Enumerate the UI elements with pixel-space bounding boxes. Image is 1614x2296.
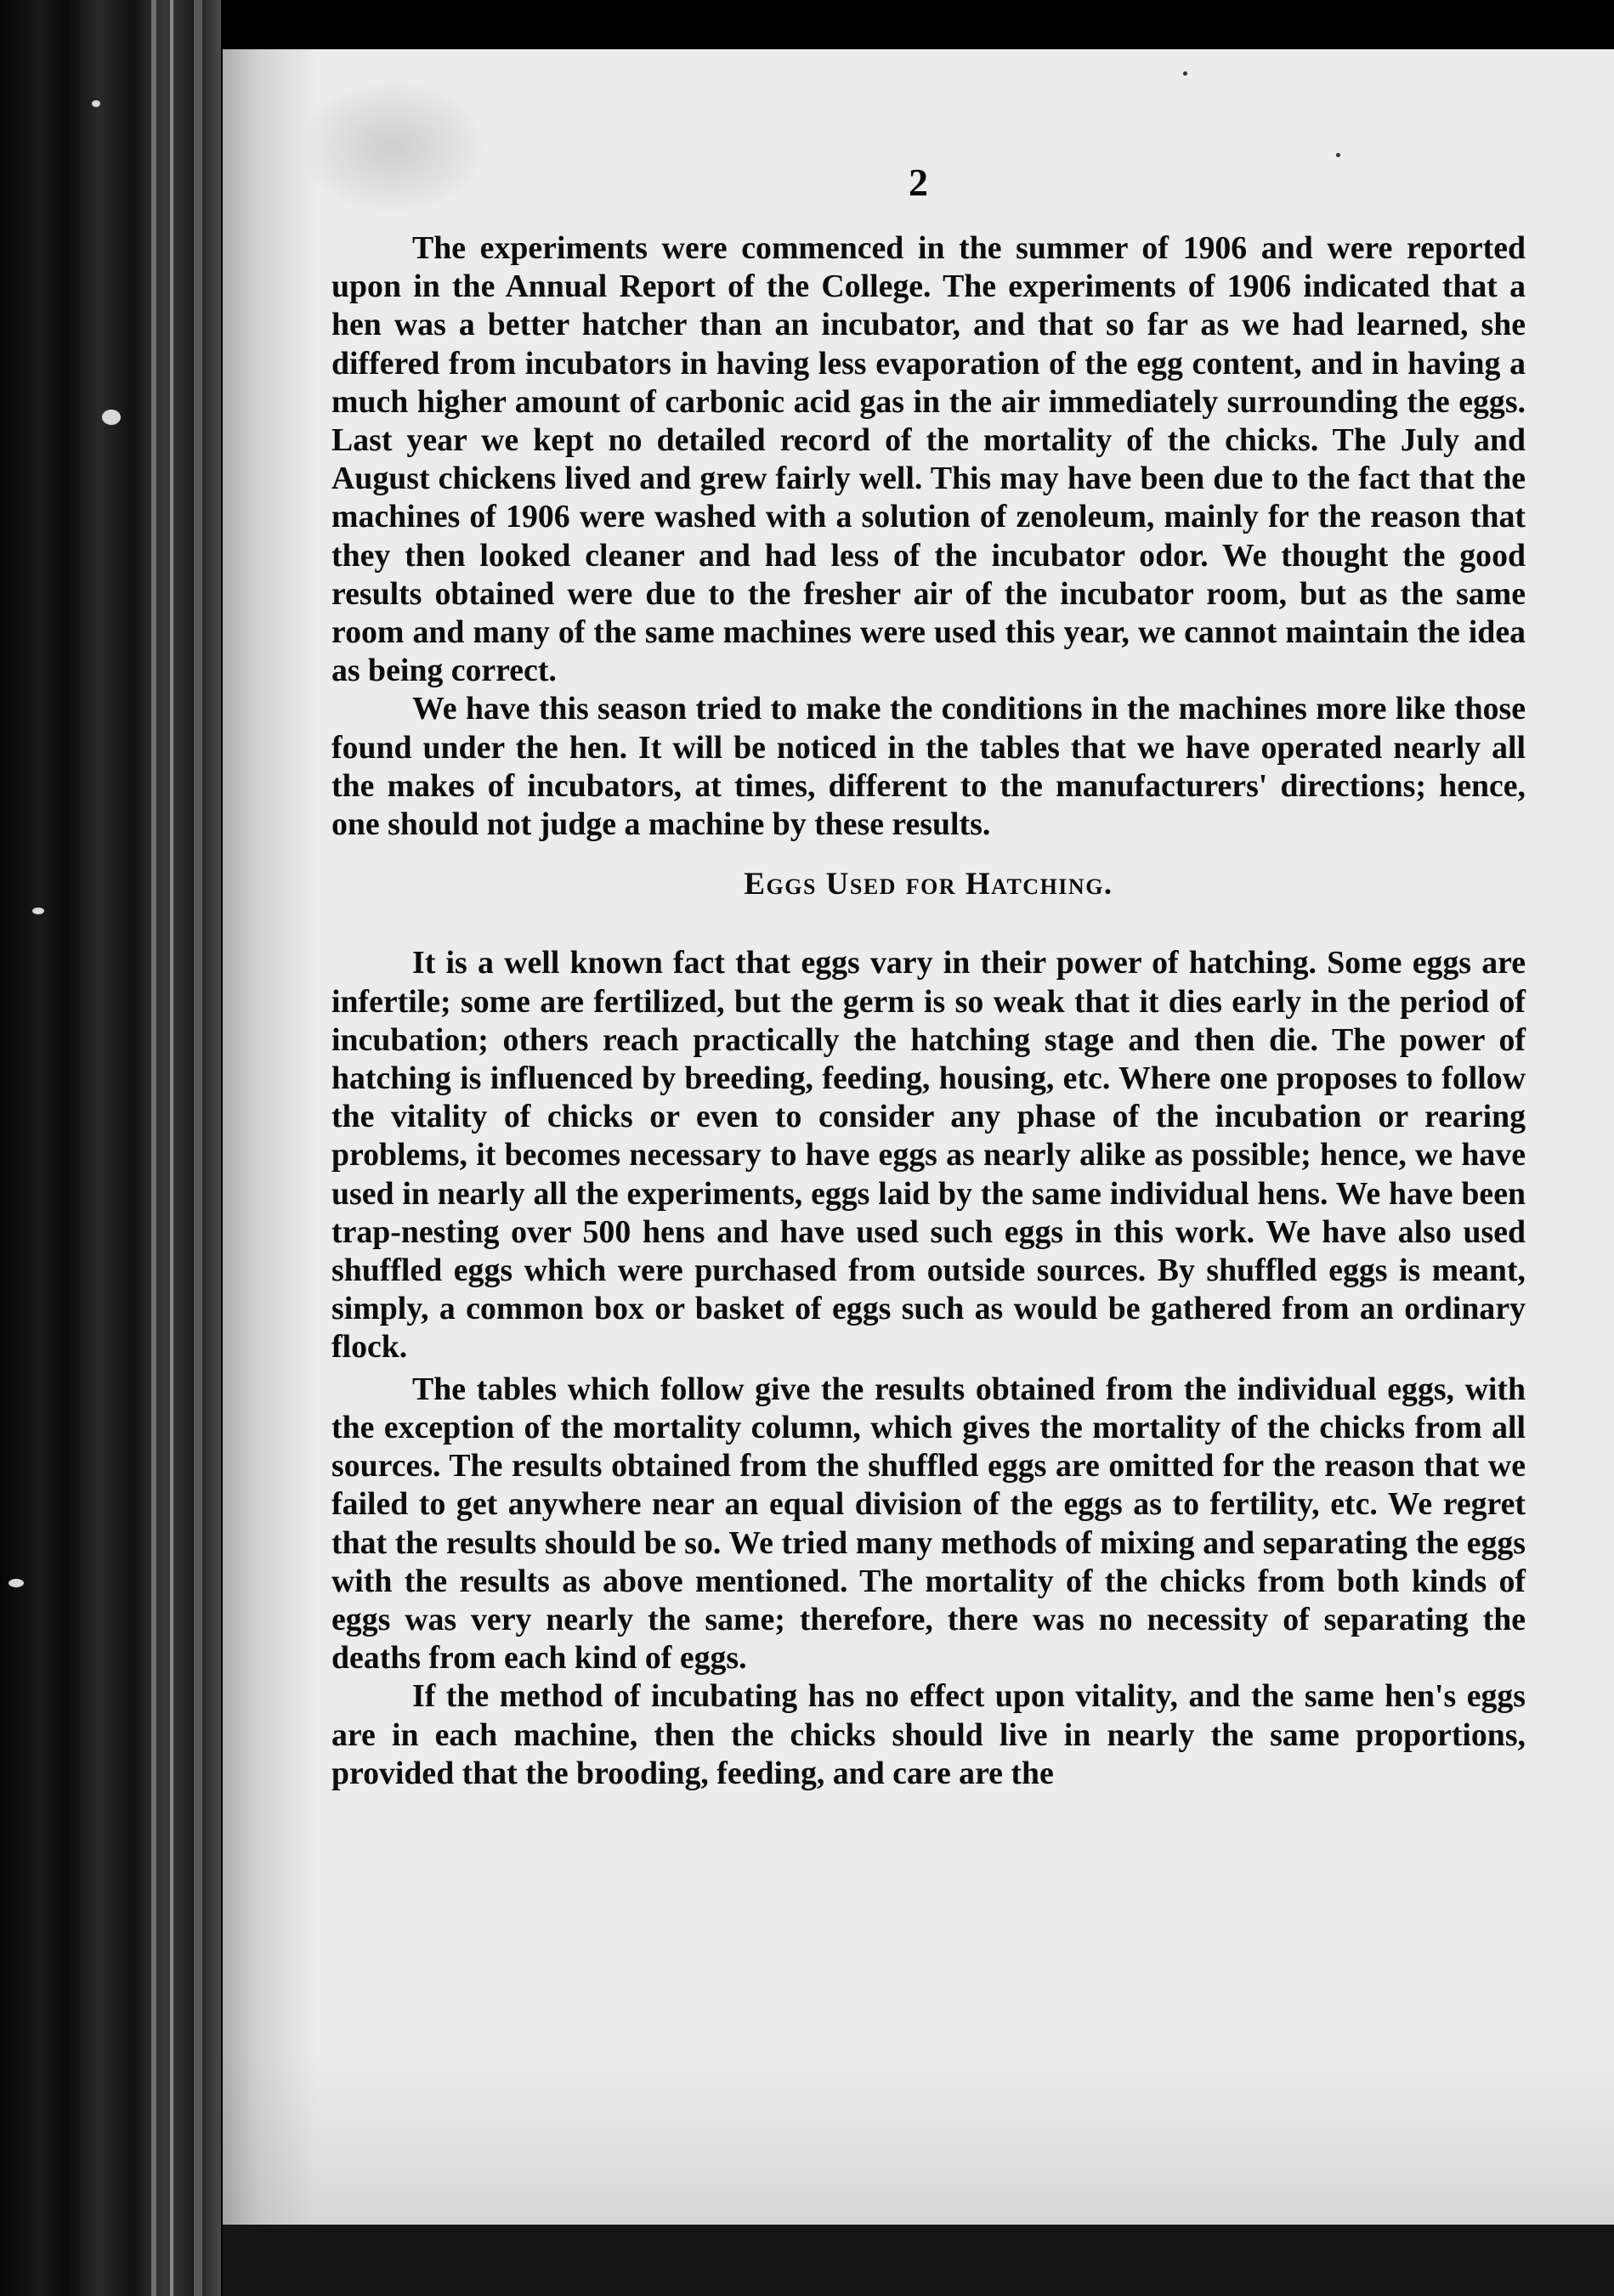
binding-stripe	[170, 0, 173, 2296]
binding-speck	[8, 1579, 24, 1587]
paragraph: We have this season tried to make the conditions in the machines more like those found under the hen. It will be noticed in the tables that we have operated nearly all the makes of incubators, at times, different to the manufacturers' directions; hence, one should not judge a machine by these results.	[331, 691, 1526, 843]
speck-mark	[1183, 71, 1187, 76]
binding-stripe	[151, 0, 156, 2296]
paragraph: The tables which follow give the results obtained from the individual eggs, with the exception of the mortality column, which gives the mortality of the chicks from all sources. The results obtained from the shuffled eggs are omitted for the reason that we failed to get anywhere near an equal division of the eggs as to fertility, etc. We regret that the results should be so. We tried many methods of mixing and separating the eggs with the results as above mentioned. The mortality of the chicks from both kinds of eggs was very nearly the same; therefore, there was no necessity of separating the deaths from each kind of eggs.	[331, 1371, 1526, 1677]
page-number: 2	[909, 161, 928, 204]
paragraph: If the method of incubating has no effect upon vitality, and the same hen's eggs are in each machine, then the chicks should live in nearly the same proportions, provided that the brooding, feeding, and care are the	[331, 1678, 1526, 1791]
speck-mark	[1336, 153, 1340, 157]
binding-stripe	[194, 0, 202, 2296]
paragraph: The experiments were commenced in the summer of 1906 and were reported upon in the Annual Report of the College. The experiments of 1906 indicated that a hen was a better hatcher than an incubator, and that so far as we had learned, she differed from incubators in having less evaporation of the egg content, and in having a much higher amount of carbonic acid gas in the air immediately surrounding the eggs. Last year we kept no detailed record of the mortality of the chicks. The July and August chickens lived and grew fairly well. This may have been due to the fact that the machines of 1906 were washed with a solution of zenoleum, mainly for the reason that they then looked cleaner and had less of the incubator odor. We thought the good results obtained were due to the fresher air of the incubator room, but as the same room and many of the same machines were used this year, we cannot maintain the idea as being correct.	[331, 230, 1526, 689]
binding-speck	[102, 410, 121, 425]
binding-speck	[32, 908, 44, 914]
scanned-page	[223, 49, 1614, 2225]
binding-speck	[92, 100, 100, 107]
page-body	[331, 229, 1526, 1793]
book-binding-edge	[0, 0, 221, 2296]
section-heading: Eggs Used for Hatching.	[744, 867, 1113, 902]
paragraph: It is a well known fact that eggs vary in their power of hatching. Some eggs are infertile; some are fertilized, but the germ is so weak that it dies early in the period of incubation; others reach practically the hatching stage and then die. The power of hatching is influenced by breeding, feeding, housing, etc. Where one proposes to follow the vitality of chicks or even to consider any phase of the incubation or rearing problems, it becomes necessary to have eggs as nearly alike as possible; hence, we have used in nearly all the experiments, eggs laid by the same individual hens. We have been trap-nesting over 500 hens and have used such eggs in this work. We have also used shuffled eggs which were purchased from outside sources. By shuffled eggs is meant, simply, a common box or basket of eggs such as would be gathered from an ordinary flock.	[331, 945, 1526, 1366]
scan-bottom-border	[223, 2225, 1614, 2296]
